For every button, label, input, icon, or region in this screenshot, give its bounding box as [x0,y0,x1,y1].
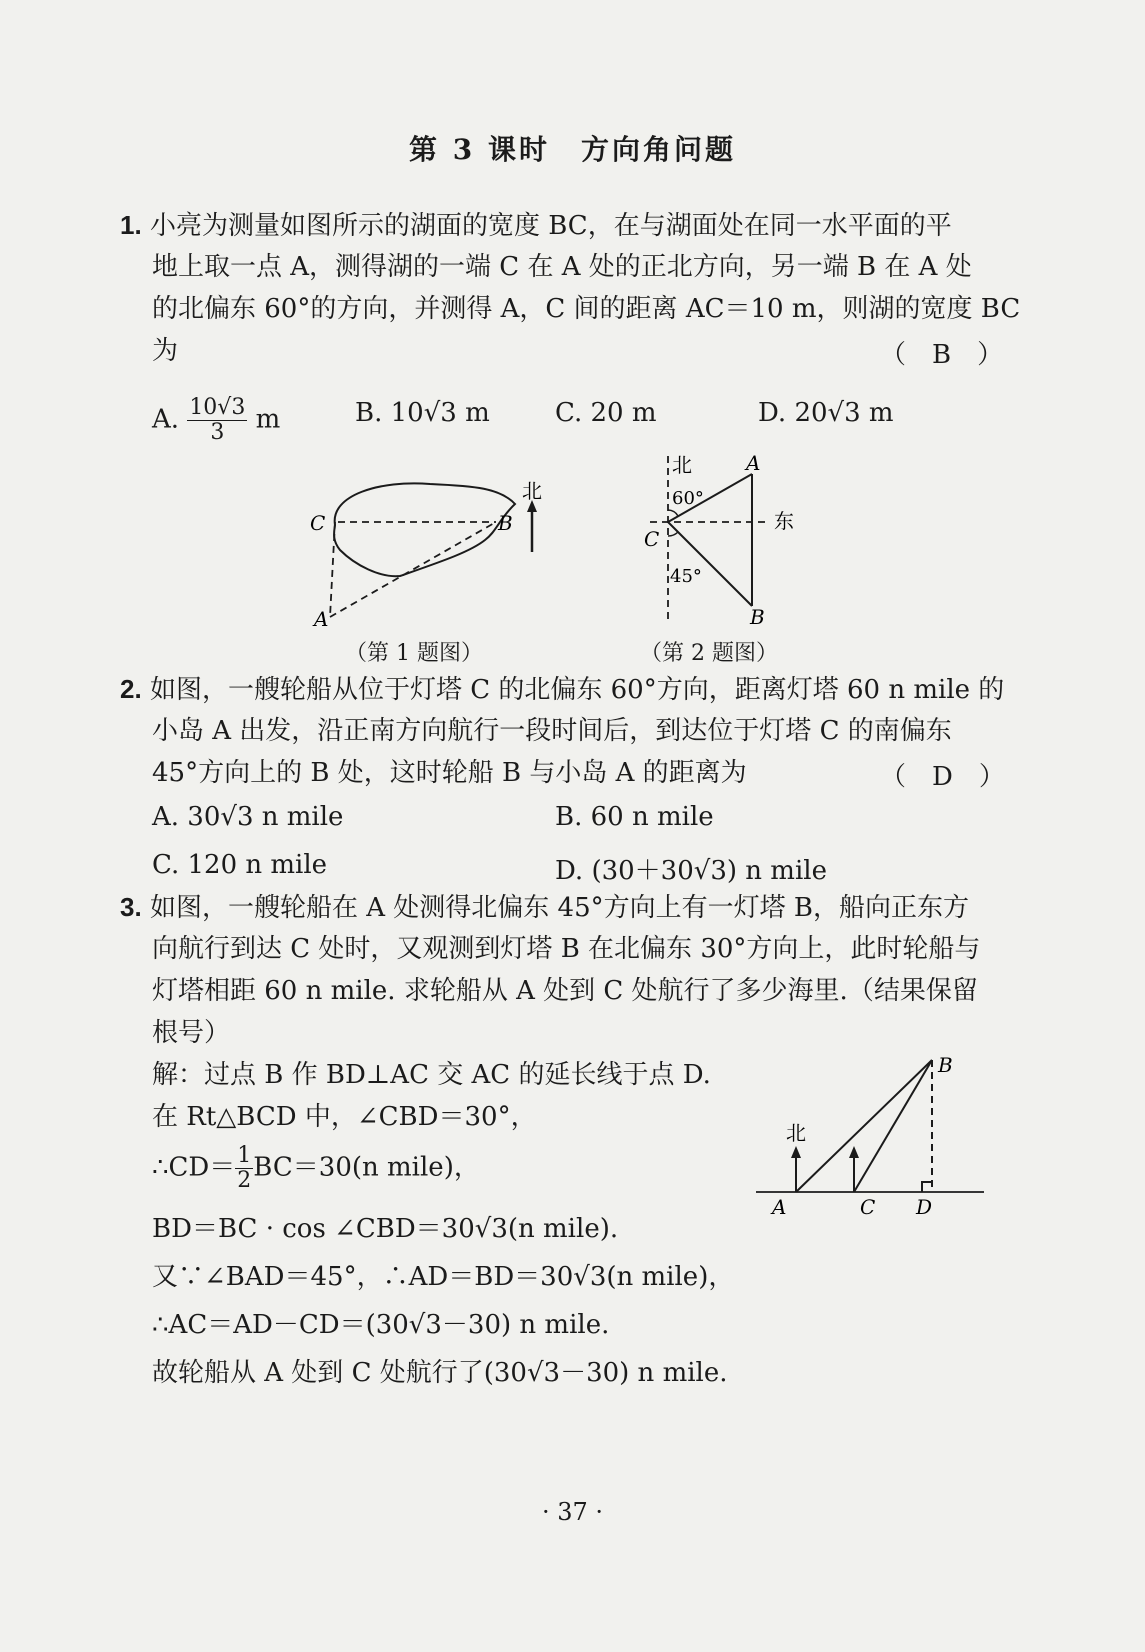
option-c: C. 20 m [555,398,657,428]
question-number: 1. [120,210,142,240]
label-45: 45° [670,566,702,587]
solution-line: BD＝BC · cos ∠CBD＝30√3(n mile). [152,1214,619,1244]
line-cb [668,522,752,606]
question-text-line: 45°方向上的 B 处，这时轮船 B 与小岛 A 的距离为 [152,758,747,788]
question-text-line: 根号） [152,1018,231,1048]
question-text-line: 为 [152,336,179,366]
figure-2-lighthouse-diagram [620,454,820,634]
question-text-line: 地上取一点 A，测得湖的一端 C 在 A 处的正北方向，另一端 B 在 A 处 [152,252,972,282]
option-b: B. 60 n mile [555,802,714,832]
label-a: A [772,1195,787,1219]
label-north: 北 [522,479,542,503]
answer-choice: （ B ） [880,340,1004,370]
label-north: 北 [672,454,692,477]
option-d: D. (30＋30√3) n mile [555,856,827,886]
line-ab [796,1060,932,1192]
solution-line: 又∵∠BAD＝45°，∴AD＝BD＝30√3(n mile)， [152,1262,735,1292]
lesson-title: 第 3 课时 方向角问题 [409,133,736,166]
label-60: 60° [672,488,704,509]
question-text-line: 的北偏东 60°的方向，并测得 A，C 间的距离 AC＝10 m，则湖的宽度 BC [152,294,1021,324]
fraction: $\frac{10√3}{3}$ [189,395,246,445]
label-c: C [310,511,326,535]
label-east: 东 [774,509,794,533]
solution-line: 故轮船从 A 处到 C 处航行了(30√3－30) n mile. [152,1358,728,1388]
solution-line: ∴CD＝ $\frac{1}{2}$ BC＝30(n mile)， [152,1143,480,1193]
option-a: A. 30√3 n mile [152,802,344,832]
line-ca [330,522,335,617]
label-b: B [498,511,513,535]
label-a: A [746,454,761,475]
option-d: D. 20√3 m [758,398,894,428]
question-text-line: 向航行到达 C 处时，又观测到灯塔 B 在北偏东 30°方向上，此时轮船与 [152,934,981,964]
question-number: 2. [120,674,142,704]
angle-arc-45 [668,532,678,536]
figure-2-caption: （第 2 题图） [640,641,778,666]
label-d: D [916,1195,933,1219]
label-north: 北 [786,1121,806,1145]
figure-1-caption: （第 1 题图） [345,641,483,666]
option-c: C. 120 n mile [152,850,328,880]
question-text-line: 小亮为测量如图所示的湖面的宽度 BC，在与湖面处在同一水平面的平 [149,211,952,241]
question-text-line: 如图，一艘轮船在 A 处测得北偏东 45°方向上有一灯塔 B，船向正东方 [149,893,969,923]
figure-3-lighthouse-diagram [756,1050,996,1230]
figure-1-lake-diagram [300,470,570,640]
label-c: C [644,527,660,551]
option-b: B. 10√3 m [355,398,490,428]
fraction-half: $\frac{1}{2}$ [237,1143,252,1193]
question-text-line: 小岛 A 出发，沿正南方向航行一段时间后，到达位于灯塔 C 的南偏东 [152,716,952,746]
north-arrow-c-head [849,1146,859,1158]
label-b: B [938,1053,953,1077]
page-number: · 37 · [541,1498,604,1526]
solution-line: 在 Rt△BCD 中，∠CBD＝30°， [152,1102,537,1132]
question-text-line: 灯塔相距 60 n mile. 求轮船从 A 处到 C 处航行了多少海里.（结果保留 [152,976,978,1006]
answer-choice: （ D ） [880,762,1005,792]
line-ab [330,522,496,617]
solution-line: ∴AC＝AD－CD＝(30√3－30) n mile. [152,1310,610,1340]
question-text-line: 如图，一艘轮船从位于灯塔 C 的北偏东 60°方向，距离灯塔 60 n mile 的 [149,675,1005,705]
label-c: C [860,1195,876,1219]
label-a: A [314,607,329,631]
question-number: 3. [120,892,142,922]
right-angle-mark [922,1182,932,1192]
label-b: B [750,605,765,629]
solution-line: 解：过点 B 作 BD⊥AC 交 AC 的延长线于点 D. [152,1060,711,1090]
line-cb [854,1060,932,1192]
north-arrow-a-head [791,1146,801,1158]
option-a: A. $\frac{10√3}{3}$ m [152,395,281,445]
angle-arc-60 [668,510,678,516]
